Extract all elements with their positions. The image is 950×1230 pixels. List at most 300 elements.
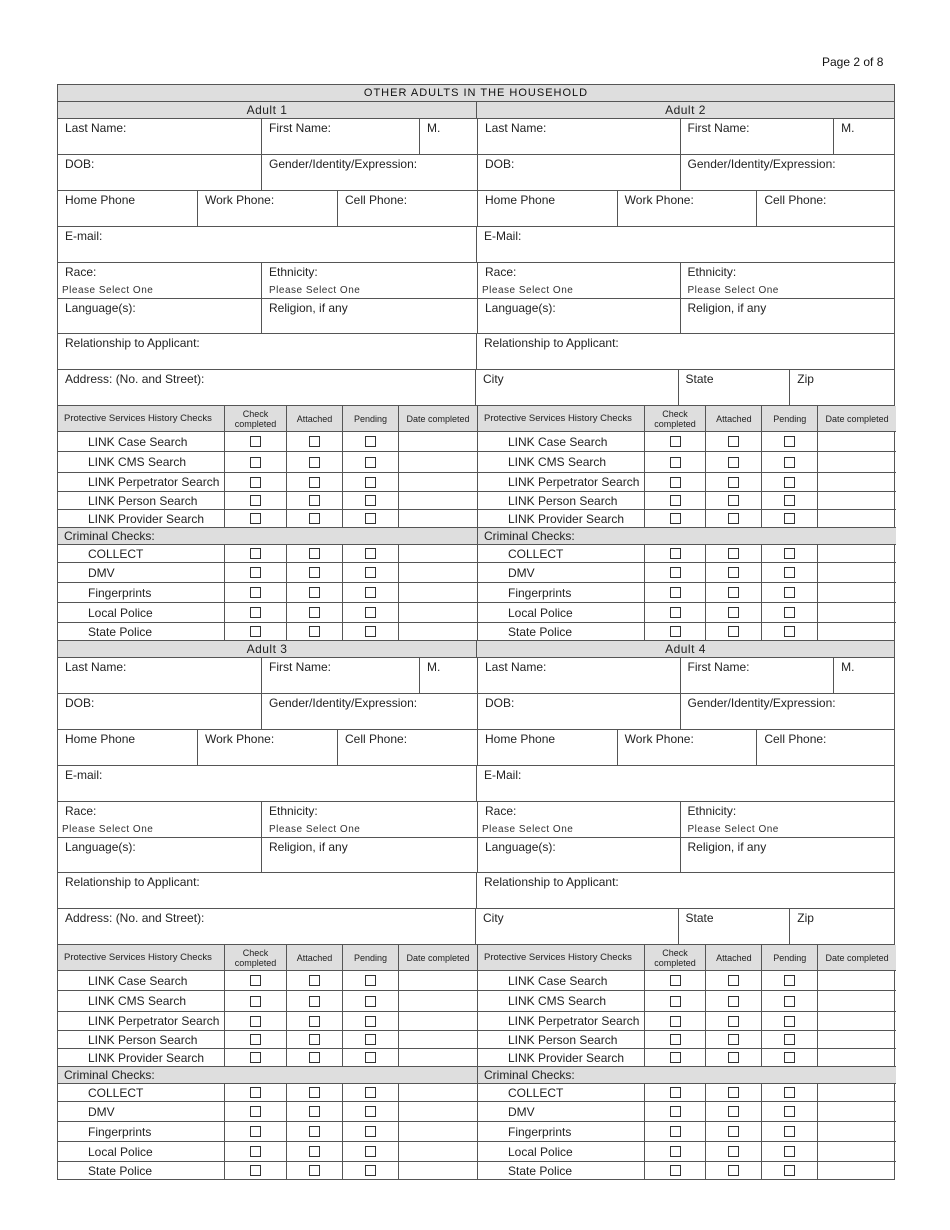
- middle-initial-field[interactable]: M.: [833, 658, 896, 693]
- pending-checkbox[interactable]: [784, 1034, 795, 1045]
- check-completed-checkbox[interactable]: [670, 587, 681, 598]
- attached-checkbox[interactable]: [309, 996, 320, 1007]
- first-name-field[interactable]: First Name:: [261, 119, 419, 154]
- date-completed-field[interactable]: [817, 1031, 896, 1048]
- date-completed-field[interactable]: [817, 545, 896, 562]
- date-completed-field[interactable]: [817, 452, 896, 472]
- pending-checkbox-cell: [761, 991, 817, 1011]
- ethnicity-select[interactable]: Ethnicity: Please Select One: [680, 802, 896, 837]
- work-phone-field[interactable]: Work Phone:: [197, 191, 337, 226]
- pending-checkbox[interactable]: [365, 548, 376, 559]
- attached-checkbox-cell: [705, 473, 761, 491]
- date-completed-field[interactable]: [398, 1122, 477, 1141]
- check-completed-checkbox-cell: [644, 1162, 706, 1179]
- dob-field[interactable]: DOB:: [65, 696, 95, 710]
- pending-checkbox[interactable]: [365, 1087, 376, 1098]
- attached-checkbox-cell: [705, 1102, 761, 1121]
- check-completed-checkbox[interactable]: [250, 436, 261, 447]
- relationship-field[interactable]: Relationship to Applicant:: [65, 336, 200, 350]
- adult-header-row: [58, 641, 894, 658]
- check-completed-checkbox-cell: [644, 1122, 706, 1141]
- attached-checkbox[interactable]: [728, 567, 739, 578]
- attached-checkbox[interactable]: [728, 1146, 739, 1157]
- date-completed-field[interactable]: [817, 563, 896, 582]
- pending-checkbox-cell: [761, 1012, 817, 1030]
- pending-checkbox[interactable]: [784, 996, 795, 1007]
- cell-phone-field[interactable]: Cell Phone:: [756, 730, 896, 765]
- middle-initial-field[interactable]: M.: [833, 119, 896, 154]
- pending-header: Pending: [761, 945, 817, 970]
- work-phone-field[interactable]: Work Phone:: [617, 191, 757, 226]
- attached-checkbox[interactable]: [309, 567, 320, 578]
- middle-initial-field[interactable]: M.: [419, 119, 477, 154]
- check-completed-checkbox[interactable]: [250, 1165, 261, 1176]
- date-completed-field[interactable]: [398, 563, 477, 582]
- address-field[interactable]: Address: (No. and Street):: [65, 911, 205, 925]
- check-completed-checkbox[interactable]: [670, 567, 681, 578]
- check-completed-checkbox[interactable]: [250, 1034, 261, 1045]
- check-completed-checkbox[interactable]: [670, 436, 681, 447]
- attached-checkbox[interactable]: [728, 1106, 739, 1117]
- date-completed-field[interactable]: [817, 473, 896, 491]
- pending-checkbox-cell: [761, 1102, 817, 1121]
- checks-title: Protective Services History Checks: [64, 412, 212, 424]
- check-completed-checkbox[interactable]: [670, 1052, 681, 1063]
- race-select[interactable]: Race: Please Select One: [482, 265, 574, 296]
- home-phone-field[interactable]: Home Phone: [485, 732, 556, 746]
- pending-checkbox[interactable]: [365, 996, 376, 1007]
- attached-checkbox[interactable]: [728, 477, 739, 488]
- check-row: [478, 1049, 896, 1067]
- attached-checkbox[interactable]: [728, 626, 739, 637]
- attached-checkbox-cell: [286, 563, 342, 582]
- date-completed-field[interactable]: [817, 1162, 896, 1179]
- attached-checkbox[interactable]: [309, 495, 320, 506]
- attached-checkbox[interactable]: [728, 607, 739, 618]
- check-completed-checkbox[interactable]: [250, 607, 261, 618]
- dob-field[interactable]: DOB:: [65, 157, 95, 171]
- race-select-hint: Please Select One: [482, 824, 574, 835]
- check-completed-checkbox[interactable]: [250, 495, 261, 506]
- date-completed-field[interactable]: [398, 545, 477, 562]
- check-name: COLLECT: [508, 1085, 564, 1100]
- attached-checkbox[interactable]: [309, 975, 320, 986]
- check-completed-checkbox[interactable]: [250, 1126, 261, 1137]
- pending-checkbox[interactable]: [365, 1126, 376, 1137]
- languages-field[interactable]: Language(s):: [65, 840, 136, 854]
- pending-checkbox[interactable]: [784, 548, 795, 559]
- check-name: LINK Person Search: [508, 493, 618, 508]
- ethnicity-select-hint: Please Select One: [269, 824, 361, 835]
- pending-checkbox[interactable]: [784, 436, 795, 447]
- check-completed-checkbox[interactable]: [250, 1146, 261, 1157]
- attached-checkbox-cell: [705, 452, 761, 472]
- last-name-field[interactable]: Last Name:: [65, 660, 127, 674]
- pending-header: Pending: [761, 406, 817, 431]
- pending-checkbox[interactable]: [784, 587, 795, 598]
- zip-field[interactable]: Zip: [789, 370, 894, 405]
- attached-checkbox[interactable]: [309, 1126, 320, 1137]
- check-completed-checkbox[interactable]: [250, 1087, 261, 1098]
- check-completed-checkbox-cell: [644, 1049, 706, 1066]
- check-row: [58, 1049, 477, 1067]
- last-name-field[interactable]: Last Name:: [485, 121, 547, 135]
- email-field[interactable]: E-mail:: [65, 768, 103, 782]
- check-completed-checkbox[interactable]: [670, 548, 681, 559]
- pending-checkbox[interactable]: [365, 477, 376, 488]
- check-completed-checkbox-cell: [644, 623, 706, 640]
- race-select-hint: Please Select One: [62, 285, 154, 296]
- attached-checkbox[interactable]: [728, 975, 739, 986]
- language-row: [58, 299, 894, 334]
- date-completed-field[interactable]: [817, 1122, 896, 1141]
- checks-panel-left: [58, 945, 477, 1179]
- check-completed-checkbox[interactable]: [670, 1087, 681, 1098]
- date-completed-field[interactable]: [398, 971, 477, 990]
- check-completed-checkbox[interactable]: [250, 996, 261, 1007]
- last-name-field[interactable]: Last Name:: [65, 121, 127, 135]
- check-completed-checkbox[interactable]: [670, 457, 681, 468]
- check-row: [58, 603, 477, 623]
- state-field[interactable]: State: [678, 370, 790, 405]
- pending-checkbox-cell: [342, 545, 398, 562]
- check-name: State Police: [508, 1163, 573, 1178]
- date-completed-field[interactable]: [817, 991, 896, 1011]
- check-completed-checkbox-cell: [224, 1084, 286, 1101]
- date-completed-field[interactable]: [398, 583, 477, 602]
- check-completed-checkbox[interactable]: [670, 495, 681, 506]
- pending-checkbox-cell: [761, 545, 817, 562]
- check-completed-checkbox[interactable]: [250, 477, 261, 488]
- attached-checkbox[interactable]: [728, 1016, 739, 1027]
- check-name: Fingerprints: [508, 1124, 572, 1139]
- adult-header-row: [58, 102, 894, 119]
- pending-checkbox-cell: [761, 510, 817, 527]
- pending-checkbox-cell: [761, 1142, 817, 1161]
- check-completed-checkbox-cell: [644, 545, 706, 562]
- attached-checkbox[interactable]: [309, 477, 320, 488]
- gender-field[interactable]: Gender/Identity/Expression:: [680, 694, 896, 729]
- attached-checkbox[interactable]: [728, 548, 739, 559]
- date-completed-field[interactable]: [398, 1084, 477, 1101]
- check-completed-checkbox[interactable]: [250, 587, 261, 598]
- check-completed-checkbox[interactable]: [670, 975, 681, 986]
- attached-checkbox[interactable]: [728, 1034, 739, 1045]
- check-completed-checkbox[interactable]: [250, 567, 261, 578]
- date-completed-field[interactable]: [817, 1049, 896, 1066]
- attached-checkbox[interactable]: [309, 513, 320, 524]
- work-phone-field[interactable]: Work Phone:: [197, 730, 337, 765]
- date-completed-field[interactable]: [817, 623, 896, 640]
- attached-checkbox[interactable]: [728, 1052, 739, 1063]
- pending-checkbox[interactable]: [784, 457, 795, 468]
- pending-checkbox[interactable]: [365, 1106, 376, 1117]
- attached-checkbox[interactable]: [309, 1106, 320, 1117]
- check-row: [58, 1084, 477, 1102]
- pending-checkbox[interactable]: [365, 495, 376, 506]
- email-field[interactable]: E-Mail:: [476, 227, 894, 262]
- attached-checkbox-cell: [705, 492, 761, 509]
- attached-checkbox-cell: [286, 1031, 342, 1048]
- work-phone-field[interactable]: Work Phone:: [617, 730, 757, 765]
- date-completed-field[interactable]: [817, 432, 896, 451]
- city-field[interactable]: City: [483, 911, 504, 925]
- attached-checkbox[interactable]: [309, 1052, 320, 1063]
- check-completed-checkbox[interactable]: [250, 457, 261, 468]
- race-select[interactable]: Race: Please Select One: [62, 804, 154, 835]
- ethnicity-select[interactable]: Ethnicity: Please Select One: [261, 263, 477, 298]
- check-completed-checkbox[interactable]: [250, 626, 261, 637]
- pending-checkbox[interactable]: [784, 567, 795, 578]
- check-completed-checkbox[interactable]: [670, 1165, 681, 1176]
- first-name-field[interactable]: First Name:: [680, 658, 834, 693]
- check-completed-header: Check completed: [644, 406, 706, 431]
- section-title: OTHER ADULTS IN THE HOUSEHOLD: [58, 85, 894, 102]
- pending-checkbox[interactable]: [365, 1034, 376, 1045]
- gender-field[interactable]: Gender/Identity/Expression:: [680, 155, 896, 190]
- pending-checkbox[interactable]: [365, 457, 376, 468]
- check-completed-checkbox-cell: [224, 563, 286, 582]
- relationship-field[interactable]: Relationship to Applicant:: [65, 875, 200, 889]
- home-phone-field[interactable]: Home Phone: [65, 732, 136, 746]
- attached-checkbox[interactable]: [728, 1126, 739, 1137]
- attached-checkbox[interactable]: [728, 457, 739, 468]
- attached-checkbox-cell: [286, 603, 342, 622]
- attached-checkbox[interactable]: [309, 607, 320, 618]
- attached-checkbox[interactable]: [309, 1087, 320, 1098]
- pending-checkbox[interactable]: [784, 1146, 795, 1157]
- date-completed-field[interactable]: [398, 603, 477, 622]
- date-completed-field[interactable]: [817, 971, 896, 990]
- pending-checkbox-cell: [342, 1049, 398, 1066]
- pending-checkbox[interactable]: [365, 567, 376, 578]
- cell-phone-field[interactable]: Cell Phone:: [756, 191, 896, 226]
- email-field[interactable]: E-mail:: [65, 229, 103, 243]
- languages-field[interactable]: Language(s):: [485, 301, 556, 315]
- date-completed-field[interactable]: [398, 492, 477, 509]
- attached-checkbox[interactable]: [309, 1165, 320, 1176]
- date-completed-field[interactable]: [398, 1031, 477, 1048]
- attached-checkbox-cell: [286, 1084, 342, 1101]
- languages-field[interactable]: Language(s):: [485, 840, 556, 854]
- date-completed-field[interactable]: [817, 1084, 896, 1101]
- pending-checkbox[interactable]: [365, 1052, 376, 1063]
- race-select[interactable]: Race: Please Select One: [482, 804, 574, 835]
- date-completed-field[interactable]: [398, 452, 477, 472]
- checks-panel-left: [58, 406, 477, 640]
- check-completed-checkbox-cell: [224, 1122, 286, 1141]
- date-completed-field[interactable]: [398, 473, 477, 491]
- check-completed-checkbox[interactable]: [670, 1146, 681, 1157]
- pending-checkbox[interactable]: [784, 626, 795, 637]
- pending-checkbox[interactable]: [365, 607, 376, 618]
- attached-checkbox[interactable]: [728, 1087, 739, 1098]
- gender-field[interactable]: Gender/Identity/Expression:: [261, 155, 477, 190]
- date-completed-field[interactable]: [398, 1102, 477, 1121]
- check-completed-checkbox[interactable]: [670, 477, 681, 488]
- home-phone-field[interactable]: Home Phone: [485, 193, 556, 207]
- gender-field[interactable]: Gender/Identity/Expression:: [261, 694, 477, 729]
- pending-checkbox[interactable]: [784, 1087, 795, 1098]
- relationship-field[interactable]: Relationship to Applicant:: [476, 334, 894, 369]
- pending-checkbox[interactable]: [365, 436, 376, 447]
- phone-row: [58, 730, 894, 766]
- attached-checkbox[interactable]: [309, 457, 320, 468]
- ethnicity-select[interactable]: Ethnicity: Please Select One: [680, 263, 896, 298]
- attached-checkbox[interactable]: [309, 587, 320, 598]
- last-name-field[interactable]: Last Name:: [485, 660, 547, 674]
- check-completed-checkbox[interactable]: [670, 1106, 681, 1117]
- pending-checkbox-cell: [342, 1031, 398, 1048]
- ethnicity-select[interactable]: Ethnicity: Please Select One: [261, 802, 477, 837]
- date-completed-field[interactable]: [817, 583, 896, 602]
- date-completed-field[interactable]: [398, 1012, 477, 1030]
- pending-checkbox[interactable]: [784, 495, 795, 506]
- pending-checkbox[interactable]: [784, 1106, 795, 1117]
- criminal-checks-label: Criminal Checks:: [58, 1067, 477, 1084]
- pending-checkbox[interactable]: [784, 1016, 795, 1027]
- email-field[interactable]: E-Mail:: [476, 766, 894, 801]
- check-completed-checkbox[interactable]: [670, 626, 681, 637]
- dob-field[interactable]: DOB:: [485, 696, 515, 710]
- pending-checkbox-cell: [761, 492, 817, 509]
- attached-checkbox[interactable]: [728, 587, 739, 598]
- pending-checkbox[interactable]: [784, 1052, 795, 1063]
- pending-checkbox[interactable]: [365, 626, 376, 637]
- attached-checkbox[interactable]: [309, 436, 320, 447]
- check-name: LINK Case Search: [508, 973, 608, 988]
- relationship-row: [58, 873, 894, 909]
- check-completed-checkbox[interactable]: [670, 1034, 681, 1045]
- zip-field[interactable]: Zip: [789, 909, 894, 944]
- checks-row: [58, 406, 894, 641]
- check-name: Fingerprints: [88, 585, 152, 600]
- attached-header: Attached: [705, 406, 761, 431]
- attached-checkbox[interactable]: [728, 495, 739, 506]
- religion-field[interactable]: Religion, if any: [680, 299, 896, 333]
- date-completed-field[interactable]: [817, 1102, 896, 1121]
- attached-checkbox[interactable]: [309, 1146, 320, 1157]
- religion-field[interactable]: Religion, if any: [680, 838, 896, 872]
- attached-checkbox[interactable]: [728, 436, 739, 447]
- check-completed-checkbox[interactable]: [670, 1016, 681, 1027]
- check-completed-checkbox[interactable]: [250, 548, 261, 559]
- pending-checkbox[interactable]: [365, 1146, 376, 1157]
- check-completed-checkbox[interactable]: [670, 607, 681, 618]
- check-name: LINK Case Search: [88, 973, 188, 988]
- pending-checkbox[interactable]: [365, 1165, 376, 1176]
- city-field[interactable]: City: [483, 372, 504, 386]
- check-completed-checkbox[interactable]: [670, 996, 681, 1007]
- date-completed-field[interactable]: [398, 1162, 477, 1179]
- check-completed-checkbox[interactable]: [250, 1106, 261, 1117]
- attached-checkbox-cell: [705, 1142, 761, 1161]
- checks-title: Protective Services History Checks: [484, 951, 632, 963]
- pending-checkbox-cell: [342, 971, 398, 990]
- date-completed-field[interactable]: [817, 603, 896, 622]
- attached-checkbox[interactable]: [728, 1165, 739, 1176]
- check-completed-checkbox[interactable]: [250, 1016, 261, 1027]
- pending-checkbox[interactable]: [365, 975, 376, 986]
- middle-initial-field[interactable]: M.: [419, 658, 477, 693]
- first-name-field[interactable]: First Name:: [680, 119, 834, 154]
- pending-checkbox[interactable]: [784, 1126, 795, 1137]
- attached-checkbox[interactable]: [728, 996, 739, 1007]
- date-completed-field[interactable]: [398, 623, 477, 640]
- address-field[interactable]: Address: (No. and Street):: [65, 372, 205, 386]
- date-completed-field[interactable]: [398, 1142, 477, 1161]
- check-completed-checkbox[interactable]: [670, 1126, 681, 1137]
- pending-checkbox-cell: [761, 1031, 817, 1048]
- attached-checkbox-cell: [705, 1012, 761, 1030]
- pending-checkbox[interactable]: [784, 477, 795, 488]
- attached-checkbox[interactable]: [728, 513, 739, 524]
- home-phone-field[interactable]: Home Phone: [65, 193, 136, 207]
- attached-checkbox[interactable]: [309, 1016, 320, 1027]
- pending-checkbox[interactable]: [784, 513, 795, 524]
- check-completed-checkbox[interactable]: [670, 513, 681, 524]
- race-row: [58, 802, 894, 838]
- attached-checkbox-cell: [286, 1012, 342, 1030]
- dob-field[interactable]: DOB:: [485, 157, 515, 171]
- pending-checkbox[interactable]: [365, 1016, 376, 1027]
- check-name: LINK CMS Search: [88, 455, 187, 469]
- religion-field[interactable]: Religion, if any: [261, 838, 477, 872]
- date-completed-field[interactable]: [817, 1012, 896, 1030]
- attached-checkbox-cell: [286, 1102, 342, 1121]
- race-select[interactable]: Race: Please Select One: [62, 265, 154, 296]
- criminal-checks-label: Criminal Checks:: [58, 528, 477, 545]
- date-completed-field[interactable]: [398, 991, 477, 1011]
- date-completed-field[interactable]: [817, 492, 896, 509]
- attached-checkbox[interactable]: [309, 626, 320, 637]
- first-name-field[interactable]: First Name:: [261, 658, 419, 693]
- pending-checkbox-cell: [761, 583, 817, 602]
- attached-checkbox-cell: [286, 991, 342, 1011]
- pending-checkbox[interactable]: [365, 587, 376, 598]
- date-completed-field[interactable]: [817, 510, 896, 527]
- date-completed-field[interactable]: [398, 510, 477, 527]
- cell-phone-field[interactable]: Cell Phone:: [337, 730, 477, 765]
- pending-checkbox[interactable]: [365, 513, 376, 524]
- check-completed-checkbox[interactable]: [250, 1052, 261, 1063]
- languages-field[interactable]: Language(s):: [65, 301, 136, 315]
- ethnicity-select-hint: Please Select One: [687, 824, 779, 835]
- attached-checkbox[interactable]: [309, 1034, 320, 1045]
- check-completed-checkbox[interactable]: [250, 975, 261, 986]
- date-completed-field[interactable]: [398, 432, 477, 451]
- check-completed-checkbox-cell: [224, 971, 286, 990]
- religion-field[interactable]: Religion, if any: [261, 299, 477, 333]
- check-completed-checkbox[interactable]: [250, 513, 261, 524]
- date-completed-field[interactable]: [398, 1049, 477, 1066]
- pending-checkbox[interactable]: [784, 607, 795, 618]
- attached-checkbox-cell: [286, 432, 342, 451]
- pending-checkbox-cell: [342, 510, 398, 527]
- pending-checkbox-cell: [761, 1084, 817, 1101]
- check-completed-checkbox-cell: [224, 510, 286, 527]
- pending-checkbox[interactable]: [784, 975, 795, 986]
- check-completed-checkbox-cell: [644, 1084, 706, 1101]
- attached-checkbox[interactable]: [309, 548, 320, 559]
- relationship-field[interactable]: Relationship to Applicant:: [476, 873, 894, 908]
- state-field[interactable]: State: [678, 909, 790, 944]
- pending-checkbox[interactable]: [784, 1165, 795, 1176]
- check-completed-checkbox-cell: [224, 1031, 286, 1048]
- date-completed-field[interactable]: [817, 1142, 896, 1161]
- cell-phone-field[interactable]: Cell Phone:: [337, 191, 477, 226]
- check-name: LINK Perpetrator Search: [88, 475, 220, 489]
